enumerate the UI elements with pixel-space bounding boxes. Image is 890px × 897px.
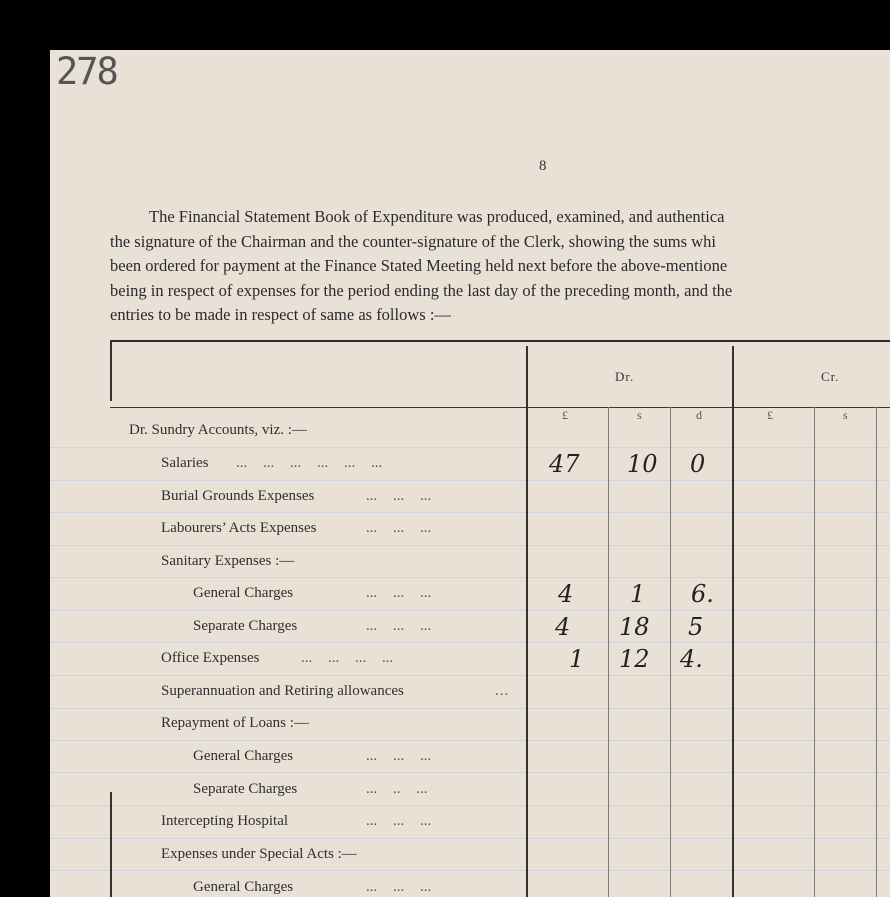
leader-dots: ... .. ... [366, 781, 428, 797]
handwritten-pounds: 4 [555, 613, 571, 641]
table-row [161, 488, 314, 505]
dr-column-border [526, 346, 528, 897]
handwritten-pence: 6. [691, 580, 714, 608]
handwritten-pence: 4. [680, 645, 703, 673]
row-label: Separate Charges [193, 618, 298, 634]
cr-shillings-divider [814, 407, 815, 897]
cr-pence-divider [876, 407, 877, 897]
ruled-line [50, 805, 890, 806]
row-label: Separate Charges [193, 781, 298, 797]
folio-number: 278 [56, 50, 117, 93]
table-left-border [110, 341, 112, 401]
leader-dots: ... ... ... [366, 618, 432, 634]
handwritten-shillings: 12 [619, 645, 650, 673]
handwritten-shillings: 18 [619, 613, 650, 641]
dr-header: Dr. [615, 369, 635, 384]
leader-dots: ... ... ... [366, 520, 432, 536]
row-label: Labourers’ Acts Expenses [161, 520, 317, 536]
row-label: Dr. Sundry Accounts, viz. :— [129, 422, 307, 438]
table-row [161, 846, 357, 863]
page-number: 8 [539, 158, 547, 174]
row-label: Burial Grounds Expenses [161, 488, 315, 504]
ruled-line [50, 447, 890, 448]
row-label: Office Expenses [161, 650, 260, 666]
ruled-line [50, 708, 890, 709]
table-left-border-lower [110, 792, 112, 897]
ruled-line [50, 772, 890, 773]
table-row [161, 683, 404, 700]
table-row [161, 455, 208, 472]
handwritten-pounds: 47 [549, 450, 580, 478]
leader-dots: ... ... ... [366, 488, 432, 504]
handwritten-pounds: 4 [558, 580, 574, 608]
table-row [161, 650, 259, 667]
table-row [193, 879, 293, 896]
leader-dots: ... [495, 683, 510, 699]
leader-dots: ... ... ... [366, 879, 432, 895]
ruled-line [50, 610, 890, 611]
cr-shillings-unit: s [843, 408, 848, 422]
handwritten-shillings: 10 [627, 450, 658, 478]
row-label: Expenses under Special Acts :— [161, 846, 357, 862]
ruled-line [50, 740, 890, 741]
paragraph-line: the signature of the Chairman and the counter-signature of the Clerk, showing the sums whi [110, 231, 716, 251]
dr-pence-unit: d [696, 408, 702, 422]
row-label: Salaries [161, 455, 209, 471]
paragraph-line: being in respect of expenses for the period ending the last day of the preceding month, and the [110, 280, 733, 300]
row-label: General Charges [193, 748, 294, 764]
table-header-rule [110, 407, 890, 408]
table-row [161, 553, 294, 570]
row-label: Repayment of Loans :— [161, 715, 309, 731]
statement-paragraph [110, 205, 890, 328]
handwritten-pounds: 1 [569, 645, 585, 673]
table-row [161, 520, 317, 537]
table-row [193, 748, 293, 765]
leader-dots: ... ... ... ... [301, 650, 394, 666]
leader-dots: ... ... ... [366, 585, 432, 601]
ruled-line [50, 675, 890, 676]
dr-shillings-unit: s [637, 408, 642, 422]
row-label: Intercepting Hospital [161, 813, 289, 829]
table-row [161, 715, 309, 732]
cr-pounds-unit: £ [767, 408, 773, 422]
table-row [193, 585, 293, 602]
ruled-line [50, 642, 890, 643]
table-row [193, 781, 297, 798]
handwritten-pence: 0 [690, 450, 706, 478]
ruled-line [50, 512, 890, 513]
paragraph-line: entries to be made in respect of same as follows :— [110, 305, 451, 324]
table-row [129, 422, 307, 439]
cr-header: Cr. [821, 369, 840, 384]
table-top-rule [110, 340, 890, 342]
cr-column-border [732, 346, 734, 897]
table-row [161, 813, 288, 830]
paragraph-line: The Financial Statement Book of Expenditure was produced, examined, and authentica [149, 207, 725, 226]
row-label: General Charges [193, 879, 294, 895]
row-label: General Charges [193, 585, 294, 601]
row-label: Superannuation and Retiring allowances [161, 683, 404, 699]
dr-pounds-unit: £ [562, 408, 568, 422]
ruled-line [50, 577, 890, 578]
leader-dots: ... ... ... [366, 813, 432, 829]
leader-dots: ... ... ... [366, 748, 432, 764]
dr-pence-divider [670, 407, 671, 897]
ruled-line [50, 838, 890, 839]
handwritten-pence: 5 [688, 613, 704, 641]
ruled-line [50, 480, 890, 481]
ruled-line [50, 545, 890, 546]
paragraph-line: been ordered for payment at the Finance Stated Meeting held next before the above-mentione [110, 256, 728, 275]
dr-shillings-divider [608, 407, 609, 897]
leader-dots: ... ... ... ... ... ... [236, 455, 383, 471]
handwritten-shillings: 1 [630, 580, 646, 608]
ruled-line [50, 870, 890, 871]
table-row [193, 618, 297, 635]
row-label: Sanitary Expenses :— [161, 553, 295, 569]
ledger-page [50, 50, 890, 897]
